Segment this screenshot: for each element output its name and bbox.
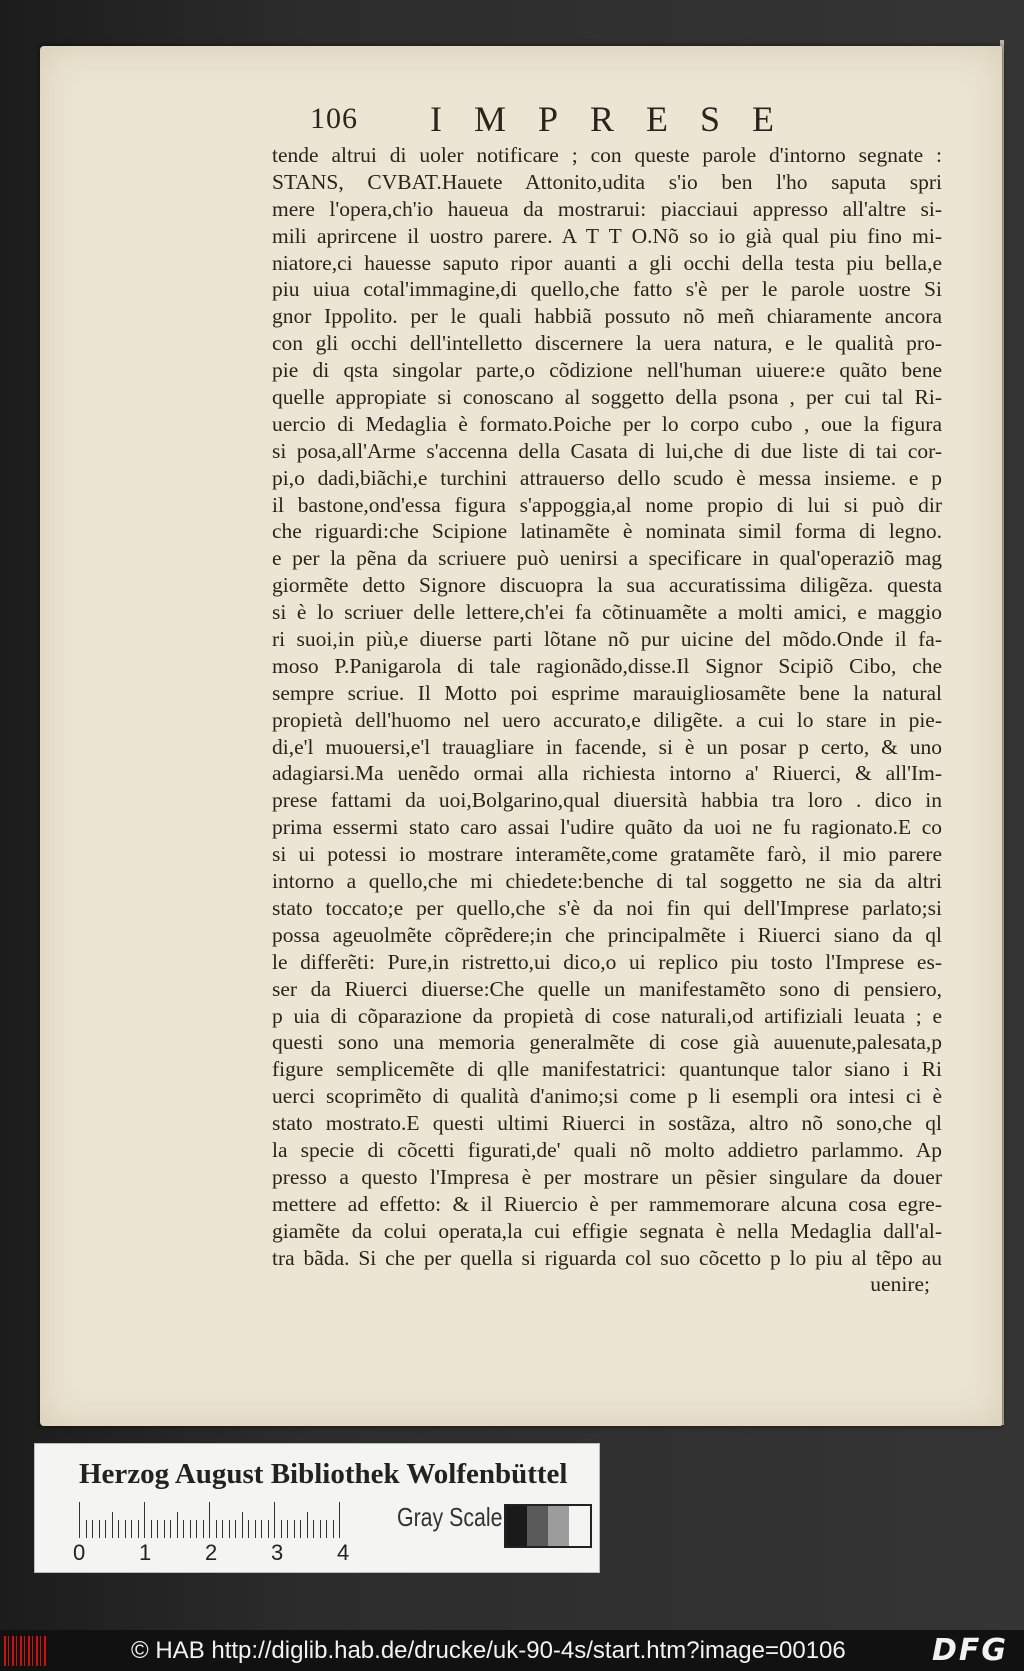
ruler-tick bbox=[79, 1502, 80, 1538]
ruler-tick bbox=[268, 1520, 269, 1538]
ruler-label: 1 bbox=[139, 1540, 152, 1565]
text-line: presso a questo l'Impresa è per mostrare un pẽsier singulare da douer bbox=[272, 1164, 942, 1189]
ruler-tick bbox=[229, 1520, 230, 1538]
ruler-label: 2 bbox=[205, 1540, 218, 1565]
ruler-tick bbox=[99, 1520, 100, 1538]
ruler-tick bbox=[170, 1520, 171, 1538]
ruler-tick bbox=[125, 1520, 126, 1538]
ruler-tick bbox=[183, 1520, 184, 1538]
scale-ruler bbox=[79, 1502, 379, 1538]
text-line: mili aprircene il uostro parere. A T T O.Nõ so io già qual piu fino mi- bbox=[272, 223, 942, 248]
ruler-tick bbox=[92, 1520, 93, 1538]
library-title: Herzog August Bibliothek Wolfenbüttel bbox=[79, 1458, 568, 1490]
text-line: tende altrui di uoler notificare ; con queste parole d'intorno segnate : bbox=[272, 143, 942, 167]
ruler-label: 3 bbox=[271, 1540, 284, 1565]
text-line: uercio di Medaglia è formato.Poiche per lo corpo cubo , oue la figura bbox=[272, 411, 942, 436]
text-line: questi sono una memoria generalmẽte di cose già auuenute,palesata,p bbox=[272, 1030, 942, 1055]
footer-credit[interactable]: © HAB http://diglib.hab.de/drucke/uk-90-4s/start.htm?image=00106 bbox=[131, 1637, 846, 1664]
text-line: uerci scoprimẽto di qualità d'animo;si come p li esempli ora intesi ci è bbox=[272, 1084, 942, 1109]
text-line: si è lo scriuer delle lettere,ch'ei fa cõtinuamẽte a molti amici, e maggio bbox=[272, 600, 942, 625]
text-line: mettere ad effetto: & il Riuercio è per rammemorare alcuna cosa egre- bbox=[272, 1191, 942, 1216]
ruler-tick bbox=[326, 1520, 327, 1538]
ruler-tick bbox=[164, 1520, 165, 1538]
ruler-tick bbox=[313, 1520, 314, 1538]
text-line: moso P.Panigarola di tale ragionãdo,disse.Il Signor Scipiõ Cibo, che bbox=[272, 653, 942, 678]
ruler-tick bbox=[274, 1502, 275, 1538]
text-line: piu uiua cotal'immagine,di quello,che fatto s'è per le parole uostre Si bbox=[272, 277, 942, 302]
footer-bar bbox=[0, 1630, 1024, 1671]
ruler-tick bbox=[300, 1520, 301, 1538]
text-line: con gli occhi dell'intelletto discernere la uera natura, e le qualità pro- bbox=[272, 331, 942, 356]
text-line: ri suoi,in più,e diuerse parti lõtane nõ pur uicine del mõdo.Onde il fa- bbox=[272, 627, 942, 652]
ruler-tick bbox=[222, 1520, 223, 1538]
gray-scale-label: Gray Scale bbox=[397, 1502, 503, 1532]
text-line: uenire; bbox=[870, 1272, 930, 1297]
text-line: intorno a quello,che mi chiedete:benche di tal soggetto ne sia da altri bbox=[272, 869, 942, 894]
ruler-tick bbox=[177, 1512, 178, 1538]
text-line: il bastone,ond'essa figura s'appoggia,al nome propio di lui si può dir bbox=[272, 492, 942, 517]
ruler-tick bbox=[138, 1520, 139, 1538]
ruler-tick bbox=[307, 1512, 308, 1538]
text-line: giormẽte detto Signore discuopra la sua accuratissima diligẽza. questa bbox=[272, 573, 942, 598]
text-line: che riguardi:che Scipione latinamẽte è nominata simil forma di legno. bbox=[272, 519, 942, 544]
gray-swatch bbox=[527, 1506, 548, 1546]
ruler-tick bbox=[112, 1512, 113, 1538]
text-line: e per la pẽna da scriuere può uenirsi a specificare in qual'operaziõ mag bbox=[272, 546, 942, 571]
ruler-tick bbox=[151, 1520, 152, 1538]
gray-swatch bbox=[506, 1506, 527, 1546]
ruler-tick bbox=[242, 1512, 243, 1538]
ruler-tick bbox=[209, 1502, 210, 1538]
ruler-tick bbox=[333, 1520, 334, 1538]
ruler-tick bbox=[235, 1520, 236, 1538]
page-number: 106 bbox=[310, 102, 358, 135]
gray-swatch bbox=[569, 1506, 590, 1546]
ruler-tick bbox=[144, 1502, 145, 1538]
library-color-card bbox=[34, 1443, 600, 1573]
ruler-tick bbox=[190, 1520, 191, 1538]
text-line: prima essermi stato caro assai l'udire quãto da uoi ne fu ragionato.E co bbox=[272, 815, 942, 840]
ruler-tick bbox=[86, 1520, 87, 1538]
text-line: propietà dell'huomo nel uero accurato,e diligẽte. a cui lo stare in pie- bbox=[272, 707, 942, 732]
text-line: pie di qsta singolar parte,o cõdizione nell'human uiuere:e quãto bene bbox=[272, 358, 942, 383]
text-line: stato mostrato.E questi ultimi Riuerci in sostãza, altro nõ sono,che ql bbox=[272, 1111, 942, 1136]
ruler-tick bbox=[196, 1520, 197, 1538]
text-line: pi,o dadi,biãchi,e turchini attrauerso dello scudo è messa insieme. e p bbox=[272, 465, 942, 490]
ruler-tick bbox=[255, 1520, 256, 1538]
ruler-tick bbox=[118, 1520, 119, 1538]
body-text bbox=[272, 142, 942, 1298]
ruler-tick bbox=[105, 1520, 106, 1538]
text-line: di,e'l muouersi,e'l trauagliare in facende, si è un posar p certo, & uno bbox=[272, 734, 942, 759]
ruler-tick bbox=[131, 1520, 132, 1538]
text-line: stato toccato;e per quello,che s'è da noi fin qui dell'Imprese parlato;si bbox=[272, 895, 942, 920]
ruler-tick bbox=[216, 1520, 217, 1538]
text-line: tra bãda. Si che per quella si riguarda col suo cõcetto p lo piu al tẽpo au bbox=[272, 1245, 942, 1270]
ruler-tick bbox=[261, 1520, 262, 1538]
text-line: possa ageuolmẽte cõprẽdere;in che principalmẽte i Riuerci siano da ql bbox=[272, 922, 942, 947]
ruler-tick bbox=[281, 1520, 282, 1538]
gray-swatch bbox=[548, 1506, 569, 1546]
barcode-icon bbox=[4, 1636, 46, 1666]
text-line: gnor Ippolito. per le quali habbiã possuto nõ meñ chiaramente ancora bbox=[272, 304, 942, 329]
text-line: niatore,ci hauesse saputo ripor auanti a gli occhi della testa piu bella,e bbox=[272, 250, 942, 275]
ruler-tick bbox=[339, 1502, 340, 1538]
text-line: giamẽte da colui operata,la cui effigie segnata è nella Medaglia dall'al- bbox=[272, 1218, 942, 1243]
text-line: si ui potessi io mostrare interamẽte,come gratamẽte farò, il mio parere bbox=[272, 842, 942, 867]
ruler-label: 0 bbox=[73, 1540, 86, 1565]
text-line: STANS, CVBAT.Hauete Attonito,udita s'io ben l'ho saputa spri bbox=[272, 169, 942, 194]
text-line: le differẽti: Pure,in ristretto,ui dico,o ui replico piu tosto l'Imprese es- bbox=[272, 949, 942, 974]
text-line: sempre scriue. Il Motto poi esprime marauigliosamẽte bene la natural bbox=[272, 680, 942, 705]
text-line: prese fattami da uoi,Bolgarino,qual diuersità habbia tra loro . dico in bbox=[272, 788, 942, 813]
text-line: quelle appropiate si conoscano al soggetto della psona , per cui tal Ri- bbox=[272, 385, 942, 410]
running-head bbox=[310, 96, 870, 144]
ruler-tick bbox=[248, 1520, 249, 1538]
ruler-label: 4 bbox=[337, 1540, 350, 1565]
ruler-tick bbox=[294, 1520, 295, 1538]
ruler-tick bbox=[287, 1520, 288, 1538]
dfg-logo: DFG bbox=[932, 1633, 1009, 1668]
text-line: ser da Riuerci diuerse:Che quelle un manifestamẽto sono di pensiero, bbox=[272, 976, 942, 1001]
running-head-title: IMPRESE bbox=[430, 99, 807, 139]
text-line: mere l'opera,ch'io haueua da mostrarui: piacciaui appresso all'altre si- bbox=[272, 196, 942, 221]
ruler-tick bbox=[203, 1520, 204, 1538]
gray-scale-swatch bbox=[504, 1504, 592, 1548]
ruler-tick bbox=[157, 1520, 158, 1538]
text-line: si posa,all'Arme s'accenna della Casata di lui,che di due liste di tai cor- bbox=[272, 438, 942, 463]
text-line: p uia di cõparazione da propietà di cose naturali,od artifiziali leuata ; e bbox=[272, 1003, 942, 1028]
text-line: adagiarsi.Ma uenẽdo ormai alla richiesta intorno a' Riuerci, & all'Im- bbox=[272, 761, 942, 786]
text-line: figure semplicemẽte di qlle manifestatrici: quantunque talor siano i Ri bbox=[272, 1057, 942, 1082]
text-line: la specie di cõcetti figurati,de' quali nõ molto addietro parlammo. Ap bbox=[272, 1137, 942, 1162]
ruler-tick bbox=[320, 1520, 321, 1538]
